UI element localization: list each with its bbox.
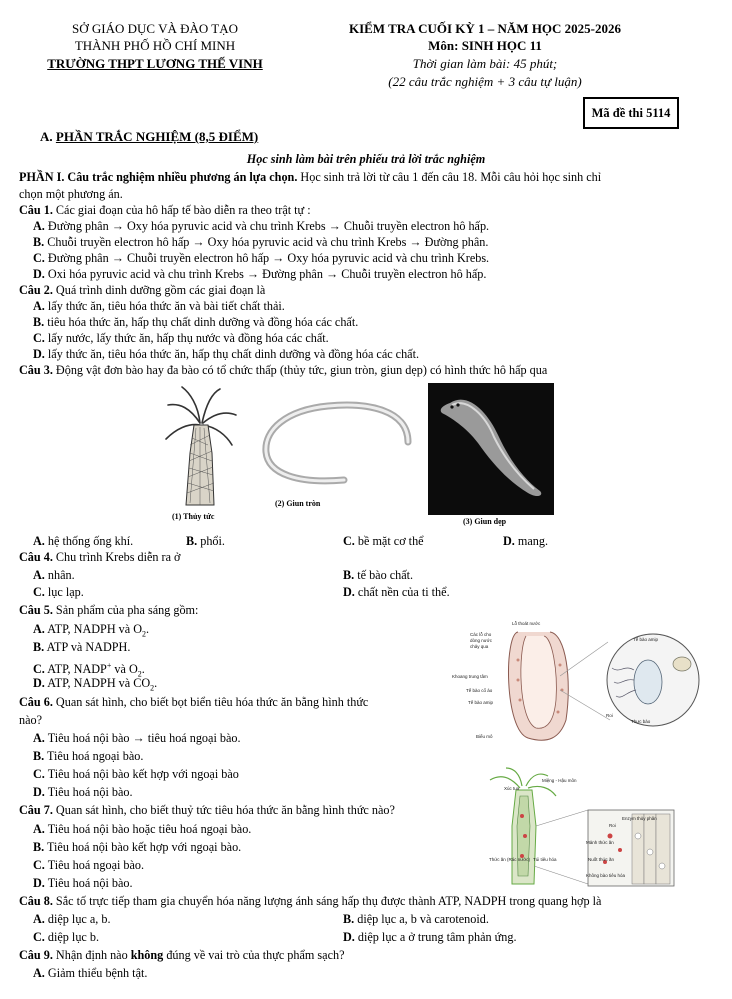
q6-option-c[interactable] <box>33 767 239 782</box>
question-5 <box>19 603 198 618</box>
hydra-label: Túi tiêu hóa <box>533 857 557 862</box>
option-text: tiêu hóa thức ăn, hấp thụ chất dinh dưỡng và đồng hóa các chất. <box>47 315 359 329</box>
q9-stem-emphasis: không <box>130 948 164 962</box>
q3-option-a[interactable] <box>33 534 133 549</box>
subject: Môn: SINH HỌC 11 <box>428 38 542 53</box>
option-letter: D. <box>343 585 355 599</box>
hydra-image <box>160 383 240 513</box>
option-letter: A. <box>33 731 45 745</box>
q2-stem: Quá trình dinh dưỡng gồm các giai đoạn là <box>52 283 266 297</box>
sponge-label: dòng nước <box>470 638 492 643</box>
q4-option-d[interactable] <box>343 585 450 600</box>
option-text: hệ thống ống khí. <box>47 534 134 548</box>
punct: . <box>154 676 158 690</box>
q4-option-c[interactable] <box>33 585 84 600</box>
option-letter: A. <box>33 822 45 836</box>
option-text: phổi. <box>200 534 225 548</box>
option-text: Oxi hóa pyruvic acid và chu trình Krebs → Đường phân → Chuỗi truyền electron hô hấp. <box>47 267 487 281</box>
option-letter: C. <box>33 767 45 781</box>
hydra-label: Xúc tua <box>504 786 520 791</box>
q5-number: Câu 5. <box>19 603 53 617</box>
hydra-label: Enzym thủy phân <box>622 816 657 821</box>
option-text: diệp lục b. <box>47 930 100 944</box>
option-text: ATP, NADP <box>47 662 107 677</box>
option-text: Tiêu hoá nội bào. <box>47 876 133 890</box>
option-text: Chuỗi truyền electron hô hấp → Oxy hóa pyruvic acid và chu trình Krebs → Đường phân. <box>47 235 489 249</box>
option-letter: D. <box>33 876 45 890</box>
q4-number: Câu 4. <box>19 550 53 564</box>
option-text: Đường phân → Chuỗi truyền electron hô hấp → Oxy hóa pyruvic acid và chu trình Krebs. <box>47 251 490 265</box>
sponge-label: Thực bào <box>631 719 651 724</box>
part-label: PHẦN I. Câu trắc nghiệm nhiều phương án lựa chọn. <box>19 170 298 184</box>
punct: . <box>141 662 145 677</box>
part-text: Học sinh trả lời từ câu 1 đến câu 18. Mỗi câu hỏi học sinh chỉ <box>297 170 602 184</box>
option-letter: D. <box>33 347 45 361</box>
option-text: lấy nước, lấy thức ăn, hấp thụ nước và đồng hóa các chất. <box>47 331 329 345</box>
q1-number: Câu 1. <box>19 203 53 217</box>
q4-option-a[interactable] <box>33 568 75 583</box>
option-text: Tiêu hoá ngoại bào. <box>47 858 145 872</box>
city-name: THÀNH PHỐ HỒ CHÍ MINH <box>74 38 236 53</box>
option-text: mang. <box>517 534 549 548</box>
option-letter: D. <box>33 267 45 281</box>
option-letter: C. <box>343 534 355 548</box>
sponge-label: chảy qua <box>470 644 489 649</box>
option-text: lục lạp. <box>47 585 84 599</box>
q8-option-b[interactable] <box>343 912 489 927</box>
q3-option-d[interactable] <box>503 534 548 549</box>
q8-option-c[interactable] <box>33 930 99 945</box>
question-4 <box>19 550 181 565</box>
q3-option-c[interactable] <box>343 534 424 549</box>
hydra-label: Mảnh thức ăn <box>586 840 614 845</box>
q8-option-d[interactable] <box>343 930 517 945</box>
sponge-label: Lỗ thoát nước <box>512 621 541 626</box>
q8-stem: Sắc tố trực tiếp tham gia chuyển hóa năng lượng ánh sáng hấp thụ được thành ATP, NADPH trong quang hợp là <box>52 894 602 908</box>
option-text: Đường phân → Oxy hóa pyruvic acid và chu trình Krebs → Chuỗi truyền electron hô hấp. <box>47 219 490 233</box>
q1-option-a[interactable] <box>33 219 489 234</box>
option-text: ATP và NADPH. <box>46 640 131 654</box>
part-text-line2: chọn một phương án. <box>19 187 123 201</box>
superscript: + <box>106 661 112 670</box>
q8-number: Câu 8. <box>19 894 53 908</box>
q9-number: Câu 9. <box>19 948 53 962</box>
option-letter: D. <box>503 534 515 548</box>
question-7 <box>19 803 395 818</box>
option-text: Giảm thiểu bệnh tật. <box>47 966 148 980</box>
answer-instruction: Học sinh làm bài trên phiếu trả lời trắc nghiệm <box>246 152 486 166</box>
punct: . <box>146 622 150 636</box>
option-letter: C. <box>33 585 45 599</box>
option-letter: C. <box>33 662 45 677</box>
sponge-label: Tế bào cổ áo <box>466 688 493 693</box>
q3-option-b[interactable] <box>186 534 225 549</box>
section-title: PHẦN TRẮC NGHIỆM (8,5 ĐIỂM) <box>55 129 259 144</box>
exam-code-box <box>583 97 679 129</box>
option-letter: A. <box>33 568 45 582</box>
question-9 <box>19 948 345 963</box>
option-text: nhân. <box>47 568 75 582</box>
q1-stem: Các giai đoạn của hô hấp tế bào diễn ra theo trật tự : <box>52 203 311 217</box>
option-letter: A. <box>33 219 45 233</box>
q1-option-d[interactable] <box>33 267 486 282</box>
question-3 <box>19 363 547 378</box>
roundworm-image <box>258 400 414 500</box>
q9-stem: đúng về vai trò của thực phẩm sạch? <box>163 948 345 962</box>
q8-option-a[interactable] <box>33 912 111 927</box>
option-letter: A. <box>33 534 45 548</box>
option-text: Tiêu hoá nội bào → tiêu hoá ngoại bào. <box>47 731 241 745</box>
option-text: diệp lục a ở trung tâm phản ứng. <box>357 930 517 944</box>
q5-option-a[interactable] <box>33 622 149 641</box>
option-text: ATP, NADPH và CO <box>47 676 151 690</box>
hydra-label: Roi <box>609 823 616 828</box>
time-limit: Thời gian làm bài: 45 phút; <box>412 56 558 71</box>
q3-stem: Động vật đơn bào hay đa bào có tổ chức thấp (thủy tức, giun tròn, giun dẹp) có hình thức hô hấp qua <box>52 363 548 377</box>
hydra-label: Thức ăn (Rác nước) <box>489 857 530 862</box>
q3-number: Câu 3. <box>19 363 53 377</box>
option-letter: A. <box>33 912 45 926</box>
flatworm-image <box>428 383 554 515</box>
q9-stem: Nhận định nào <box>52 948 131 962</box>
option-letter: C. <box>33 251 45 265</box>
dept-name: SỞ GIÁO DỤC VÀ ĐÀO TẠO <box>72 21 238 36</box>
q7-option-a[interactable] <box>33 822 251 837</box>
option-letter: B. <box>343 568 355 582</box>
hydra-label: Không bào tiêu hóa <box>586 873 626 878</box>
option-letter: A. <box>33 966 45 980</box>
option-letter: D. <box>33 676 45 690</box>
q1-option-b[interactable] <box>33 235 488 250</box>
q5-option-b[interactable] <box>33 640 130 655</box>
q9-option-a[interactable] <box>33 966 147 981</box>
option-text: Tiêu hoá nội bào kết hợp với ngoại bào <box>47 767 239 781</box>
q4-option-b[interactable] <box>343 568 413 583</box>
hydra-label: Nuốt thức ăn <box>588 857 615 862</box>
option-letter: D. <box>33 785 45 799</box>
question-2 <box>19 283 265 298</box>
option-text: Tiêu hoá nội bào hoặc tiêu hoá ngoại bào. <box>47 822 252 836</box>
hydra-label: Miệng - Hậu môn <box>542 778 577 783</box>
q2-option-c[interactable] <box>33 331 329 346</box>
option-letter: B. <box>33 235 45 249</box>
sponge-label: Tế bào amip <box>633 637 659 642</box>
q4-stem: Chu trình Krebs diễn ra ở <box>52 550 181 564</box>
q6-option-a[interactable] <box>33 731 241 746</box>
section-heading <box>40 129 258 145</box>
option-text: lấy thức ăn, tiêu hóa thức ăn và bài tiết chất thải. <box>47 299 285 313</box>
sponge-label: Khoang trung tâm <box>452 674 488 679</box>
q2-option-d[interactable] <box>33 347 419 362</box>
q2-option-a[interactable] <box>33 299 285 314</box>
q5-stem: Sản phẩm của pha sáng gồm: <box>52 603 199 617</box>
option-letter: B. <box>33 840 45 854</box>
fig-flatworm-caption: (3) Giun dẹp <box>463 517 507 526</box>
q5-option-d[interactable] <box>33 676 157 695</box>
option-text: ATP, NADPH và O <box>47 622 143 636</box>
option-letter: A. <box>33 622 45 636</box>
hydra-digestion-diagram <box>470 766 676 894</box>
school-name: TRƯỜNG THPT LƯƠNG THẾ VINH <box>47 56 263 71</box>
sponge-label: Các lỗ cho <box>470 632 492 637</box>
question-count: (22 câu trắc nghiệm + 3 câu tự luận) <box>388 74 582 89</box>
option-text: tế bào chất. <box>357 568 414 582</box>
q7-option-c[interactable] <box>33 858 144 873</box>
option-letter: B. <box>33 315 45 329</box>
q6-stem: Quan sát hình, cho biết bọt biển tiêu hóa thức ăn bằng hình thức <box>52 695 369 709</box>
part-one-intro <box>19 170 601 185</box>
question-8 <box>19 894 601 909</box>
section-prefix: A. <box>40 129 53 144</box>
option-letter: B. <box>33 640 45 654</box>
sponge-label: Tế bào amip <box>468 700 494 705</box>
q6-option-b[interactable] <box>33 749 143 764</box>
q1-option-c[interactable] <box>33 251 489 266</box>
option-letter: B. <box>33 749 45 763</box>
q2-number: Câu 2. <box>19 283 53 297</box>
option-text: và O <box>111 662 138 677</box>
option-letter: C. <box>33 331 45 345</box>
sponge-label: Biểu mô <box>476 734 493 739</box>
sponge-label: Roi <box>606 713 613 718</box>
exam-code: Mã đề thi 5114 <box>591 105 671 120</box>
option-letter: C. <box>33 930 45 944</box>
question-6 <box>19 695 368 710</box>
option-text: diệp lục a, b và carotenoid. <box>357 912 489 926</box>
fig-hydra-caption: (1) Thủy tức <box>172 512 215 521</box>
q2-option-b[interactable] <box>33 315 358 330</box>
option-letter: B. <box>343 912 355 926</box>
option-text: bề mặt cơ thể <box>357 534 424 548</box>
q7-option-b[interactable] <box>33 840 241 855</box>
fig-roundworm-caption: (2) Giun tròn <box>275 499 321 508</box>
q6-option-d[interactable] <box>33 785 133 800</box>
option-text: chất nền của ti thể. <box>357 585 450 599</box>
q7-stem: Quan sát hình, cho biết thuỷ tức tiêu hóa thức ăn bằng hình thức nào? <box>52 803 395 817</box>
option-text: Tiêu hoá nội bào kết hợp với ngoại bào. <box>47 840 242 854</box>
option-text: Tiêu hoá ngoại bào. <box>47 749 144 763</box>
option-letter: A. <box>33 299 45 313</box>
option-letter: B. <box>186 534 198 548</box>
subscript: 2 <box>150 683 155 693</box>
option-letter: C. <box>33 858 45 872</box>
q6-number: Câu 6. <box>19 695 53 709</box>
subscript: 2 <box>137 669 142 679</box>
q6-stem-line2: nào? <box>19 713 43 727</box>
option-text: Tiêu hoá nội bào. <box>47 785 133 799</box>
q7-number: Câu 7. <box>19 803 53 817</box>
exam-title: KIỂM TRA CUỐI KỲ 1 – NĂM HỌC 2025-2026 <box>348 21 622 36</box>
option-text: lấy thức ăn, tiêu hóa thức ăn, hấp thụ chất dinh dưỡng và đồng hóa các chất. <box>47 347 420 361</box>
subscript: 2 <box>142 629 147 639</box>
question-1 <box>19 203 311 218</box>
option-letter: D. <box>343 930 355 944</box>
option-text: diệp lục a, b. <box>47 912 111 926</box>
q7-option-d[interactable] <box>33 876 133 891</box>
